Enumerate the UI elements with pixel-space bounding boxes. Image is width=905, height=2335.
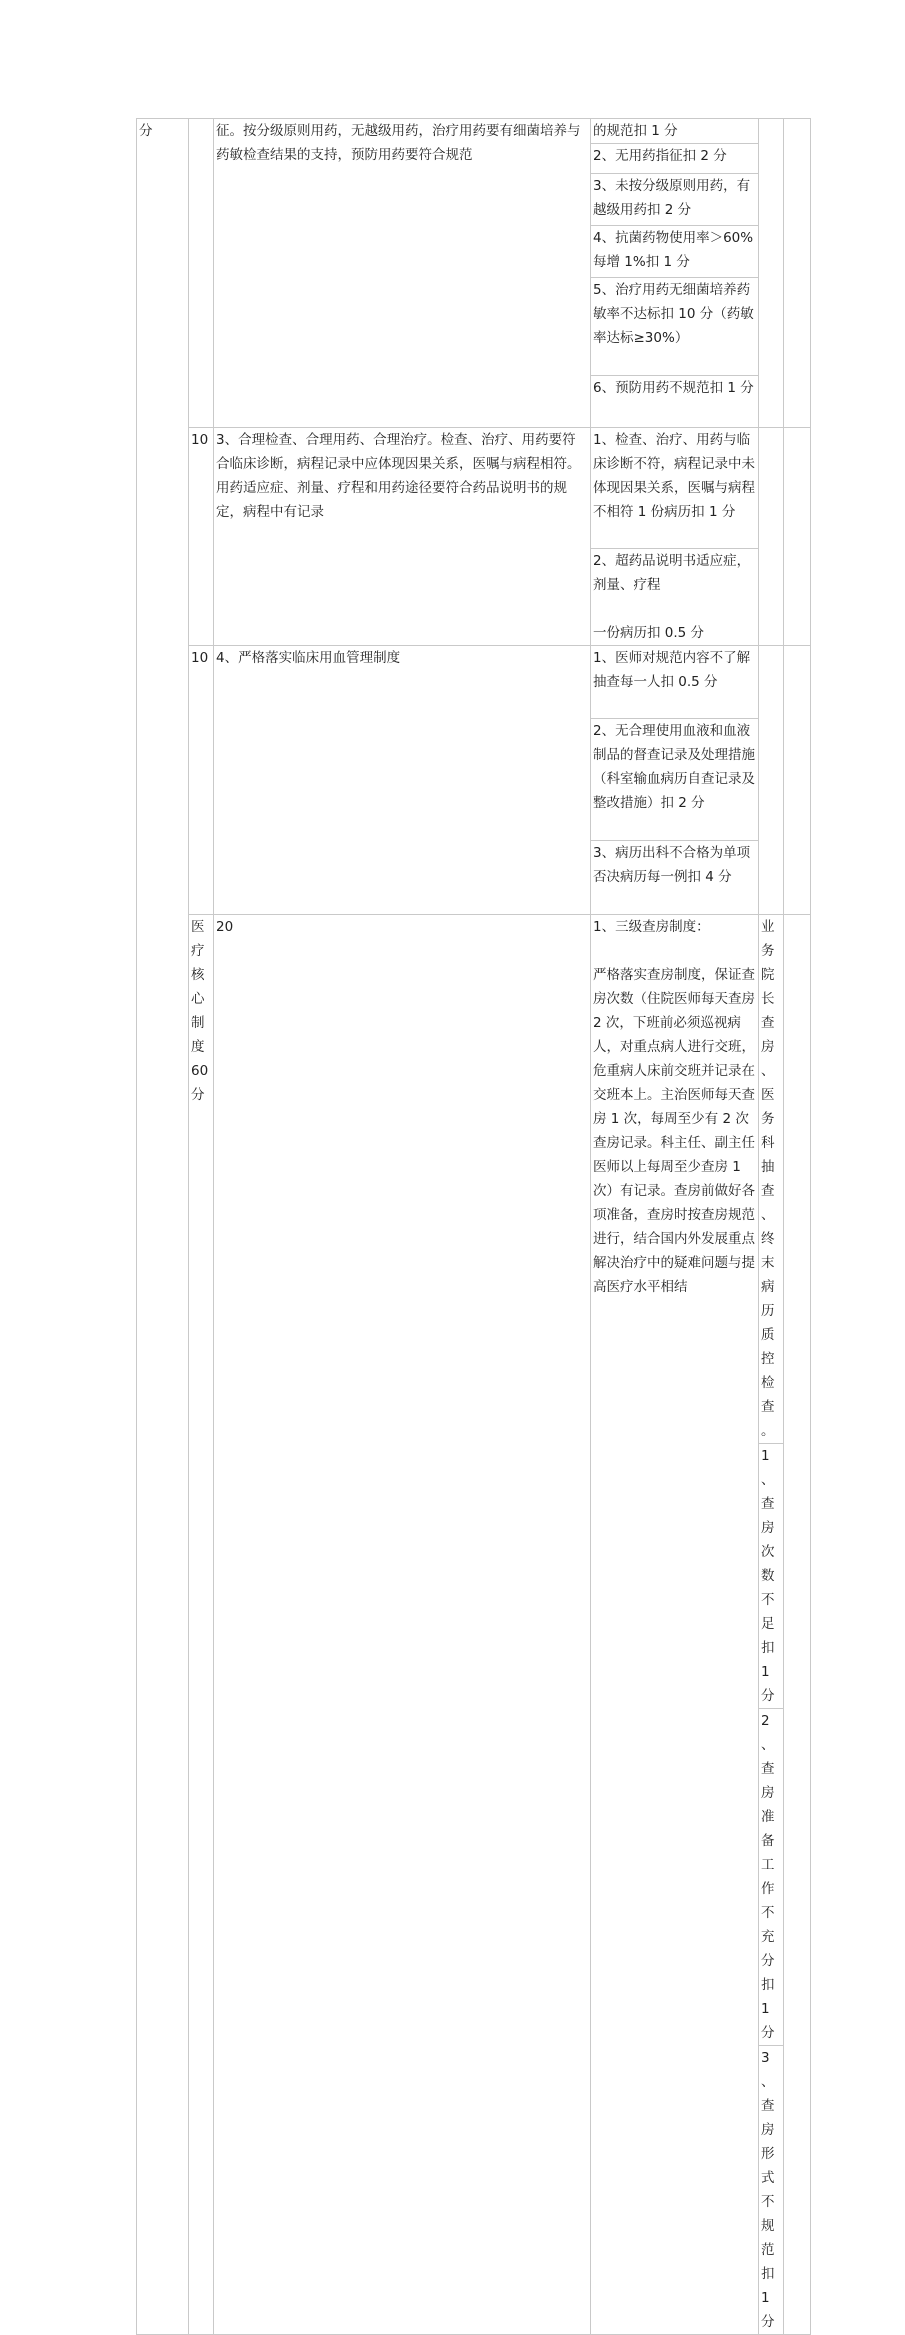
deduction-cell: 5、治疗用药无细菌培养药敏率不达标扣 10 分（药敏率达标≥30%）: [591, 278, 759, 376]
scoring-table: [136, 118, 811, 2335]
table-row: [137, 119, 811, 144]
category-cell: 医疗核心制度60分: [189, 915, 214, 2335]
blank-cell: [784, 915, 811, 2335]
deduction-cell: 2、无合理使用血液和血液制品的督查记录及处理措施（科室输血病历自查记录及整改措施）扣 2 分: [591, 719, 759, 841]
deduction-cell: 4、抗菌药物使用率＞60%每增 1%扣 1 分: [591, 226, 759, 278]
spacer: [593, 939, 756, 963]
deduction-cell: 6、预防用药不规范扣 1 分: [591, 376, 759, 428]
requirement-body: 严格落实查房制度，保证查房次数（住院医师每天查房 2 次，下班前必须巡视病人，对重点病人进行交班，危重病人床前交班并记录在交班本上。主治医师每天查房 1 次，每周至少有 2 次查房记录。科主任、副主任医师以上每周至少查房 1 次）有记录。查房前做好各项准备，查房时按查房规范进行，结合国内外发展重点解决治疗中的疑难问题与提高医疗水平相结: [593, 967, 755, 1295]
blank-cell: [759, 646, 784, 915]
blank-cell: [784, 428, 811, 646]
requirement-cell: 征。按分级原则用药，无越级用药，治疗用药要有细菌培养与药敏检查结果的支持，预防用药要符合规范: [214, 119, 591, 428]
score-cell: 20: [214, 915, 591, 2335]
blank-cell: [759, 119, 784, 428]
deduction-cell: 3、病历出科不合格为单项否决病历每一例扣 4 分: [591, 841, 759, 915]
score-cell: 10: [189, 428, 214, 646]
deduction-cell: 2、查房准备工作不充分扣 1 分: [759, 1709, 784, 2046]
category-cell: 分: [137, 119, 189, 2335]
requirement-title: 1、三级查房制度：: [593, 919, 710, 935]
requirement-cell: 4、严格落实临床用血管理制度: [214, 646, 591, 915]
deduction-text: 2、超药品说明书适应症，剂量、疗程 一份病历扣 0.5 分: [593, 553, 751, 641]
deduction-cell: 业务院长查房、医务科抽查、终末病历质控检查。: [759, 915, 784, 1444]
table-row: [137, 915, 811, 1444]
requirement-cell: [591, 915, 759, 2335]
deduction-cell: 1、医师对规范内容不了解抽查每一人扣 0.5 分: [591, 646, 759, 719]
score-cell: 10: [189, 646, 214, 915]
table-row: [137, 646, 811, 719]
deduction-cell: 1、查房次数不足扣 1 分: [759, 1444, 784, 1709]
deduction-cell: [591, 549, 759, 646]
deduction-cell: 2、无用药指征扣 2 分: [591, 144, 759, 174]
deduction-cell: 3、未按分级原则用药，有越级用药扣 2 分: [591, 174, 759, 226]
deduction-cell: 1、检查、治疗、用药与临床诊断不符，病程记录中未体现因果关系，医嘱与病程不相符 1 份病历扣 1 分: [591, 428, 759, 549]
table-row: [137, 428, 811, 549]
score-cell: [189, 119, 214, 428]
deduction-cell: 3、查房形式不规范扣 1 分: [759, 2046, 784, 2335]
deduction-cell: 的规范扣 1 分: [591, 119, 759, 144]
blank-cell: [784, 646, 811, 915]
requirement-cell: 3、合理检查、合理用药、合理治疗。检查、治疗、用药要符合临床诊断，病程记录中应体现因果关系，医嘱与病程相符。用药适应症、剂量、疗程和用药途径要符合药品说明书的规定，病程中有记录: [214, 428, 591, 646]
blank-cell: [784, 119, 811, 428]
blank-cell: [759, 428, 784, 646]
